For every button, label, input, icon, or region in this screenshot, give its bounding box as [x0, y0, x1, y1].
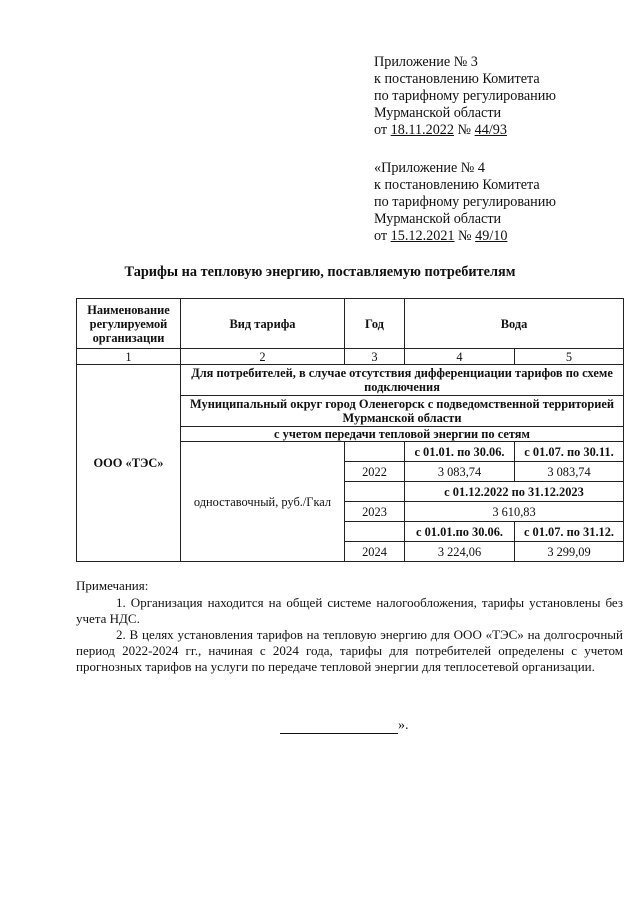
section-network: с учетом передачи тепловой энергии по сетям: [181, 427, 624, 442]
appendix-original-header: [374, 160, 556, 245]
appendix-number: 44/93: [474, 122, 507, 138]
appendix-line: «Приложение № 4: [374, 160, 485, 176]
tariff-value-cell: 3 299,09: [515, 542, 624, 562]
section-consumers: Для потребителей, в случае отсутствия дифференциации тарифов по схеме подключения: [181, 365, 624, 396]
appendix-date-line: [374, 122, 556, 139]
column-number: 1: [77, 349, 181, 365]
appendix-line: Мурманской области: [374, 105, 502, 121]
appendix-line: Приложение № 3: [374, 54, 478, 70]
empty-year-cell: [345, 442, 405, 462]
column-number: 4: [405, 349, 515, 365]
period-cell: с 01.12.2022 по 31.12.2023: [405, 482, 624, 502]
note-item: 1. Организация находится на общей системе налогообложения, тарифы установлены без учета НДС.: [76, 595, 623, 626]
table-header-row: [77, 299, 624, 349]
tariff-table: [76, 298, 624, 562]
appendix-line: Мурманской области: [374, 211, 502, 227]
header-tariff-type: Вид тарифа: [181, 299, 345, 349]
column-number: 2: [181, 349, 345, 365]
empty-year-cell: [345, 482, 405, 502]
table-row: [77, 365, 624, 396]
tariff-type-cell: одноставочный, руб./Гкал: [181, 442, 345, 562]
signature-underline: [280, 719, 398, 734]
appendix-line: к постановлению Комитета: [374, 177, 540, 193]
appendix-line: по тарифному регулированию: [374, 194, 556, 210]
header-water: Вода: [405, 299, 624, 349]
period-cell: с 01.01.по 30.06.: [405, 522, 515, 542]
tariff-value-cell: 3 610,83: [405, 502, 624, 522]
tariff-value-cell: 3 083,74: [405, 462, 515, 482]
notes-heading: Примечания:: [76, 578, 149, 593]
period-cell: с 01.07. по 31.12.: [515, 522, 624, 542]
period-cell: с 01.07. по 30.11.: [515, 442, 624, 462]
appendix-date: 18.11.2022: [390, 122, 454, 138]
notes-section: [76, 578, 623, 675]
appendix-current-header: [374, 54, 556, 139]
org-name-cell: ООО «ТЭС»: [77, 365, 181, 562]
appendix-number: 49/10: [475, 228, 508, 244]
document-title: Тарифы на тепловую энергию, поставляемую потребителям: [124, 264, 516, 280]
column-number-row: [77, 349, 624, 365]
number-prefix: №: [453, 122, 475, 138]
appendix-line: по тарифному регулированию: [374, 88, 556, 104]
appendix-line: к постановлению Комитета: [374, 71, 540, 87]
date-prefix: от: [374, 228, 391, 244]
header-org: Наименование регулируемой организации: [77, 299, 181, 349]
appendix-date-line: [374, 228, 556, 245]
column-number: 5: [515, 349, 624, 365]
section-municipality: Муниципальный округ город Оленегорск с подведомственной территорией Мурманской области: [181, 396, 624, 427]
closing-quote: ».: [398, 718, 409, 733]
empty-year-cell: [345, 522, 405, 542]
appendix-date: 15.12.2021: [390, 228, 455, 244]
year-cell: 2024: [345, 542, 405, 562]
tariff-value-cell: 3 224,06: [405, 542, 515, 562]
tariff-value-cell: 3 083,74: [515, 462, 624, 482]
date-prefix: от: [374, 122, 391, 138]
column-number: 3: [345, 349, 405, 365]
year-cell: 2023: [345, 502, 405, 522]
header-year: Год: [345, 299, 405, 349]
number-prefix: №: [454, 228, 476, 244]
period-cell: с 01.01. по 30.06.: [405, 442, 515, 462]
year-cell: 2022: [345, 462, 405, 482]
closing-line: [280, 718, 409, 734]
note-item: 2. В целях установления тарифов на тепловую энергию для ООО «ТЭС» на долгосрочный период 2022-2024 гг., начиная с 2024 года, тарифы для потребителей определены с учетом прогнозных тарифов на услуги по передаче тепловой энергии для теплосетевой организации.: [76, 627, 623, 674]
